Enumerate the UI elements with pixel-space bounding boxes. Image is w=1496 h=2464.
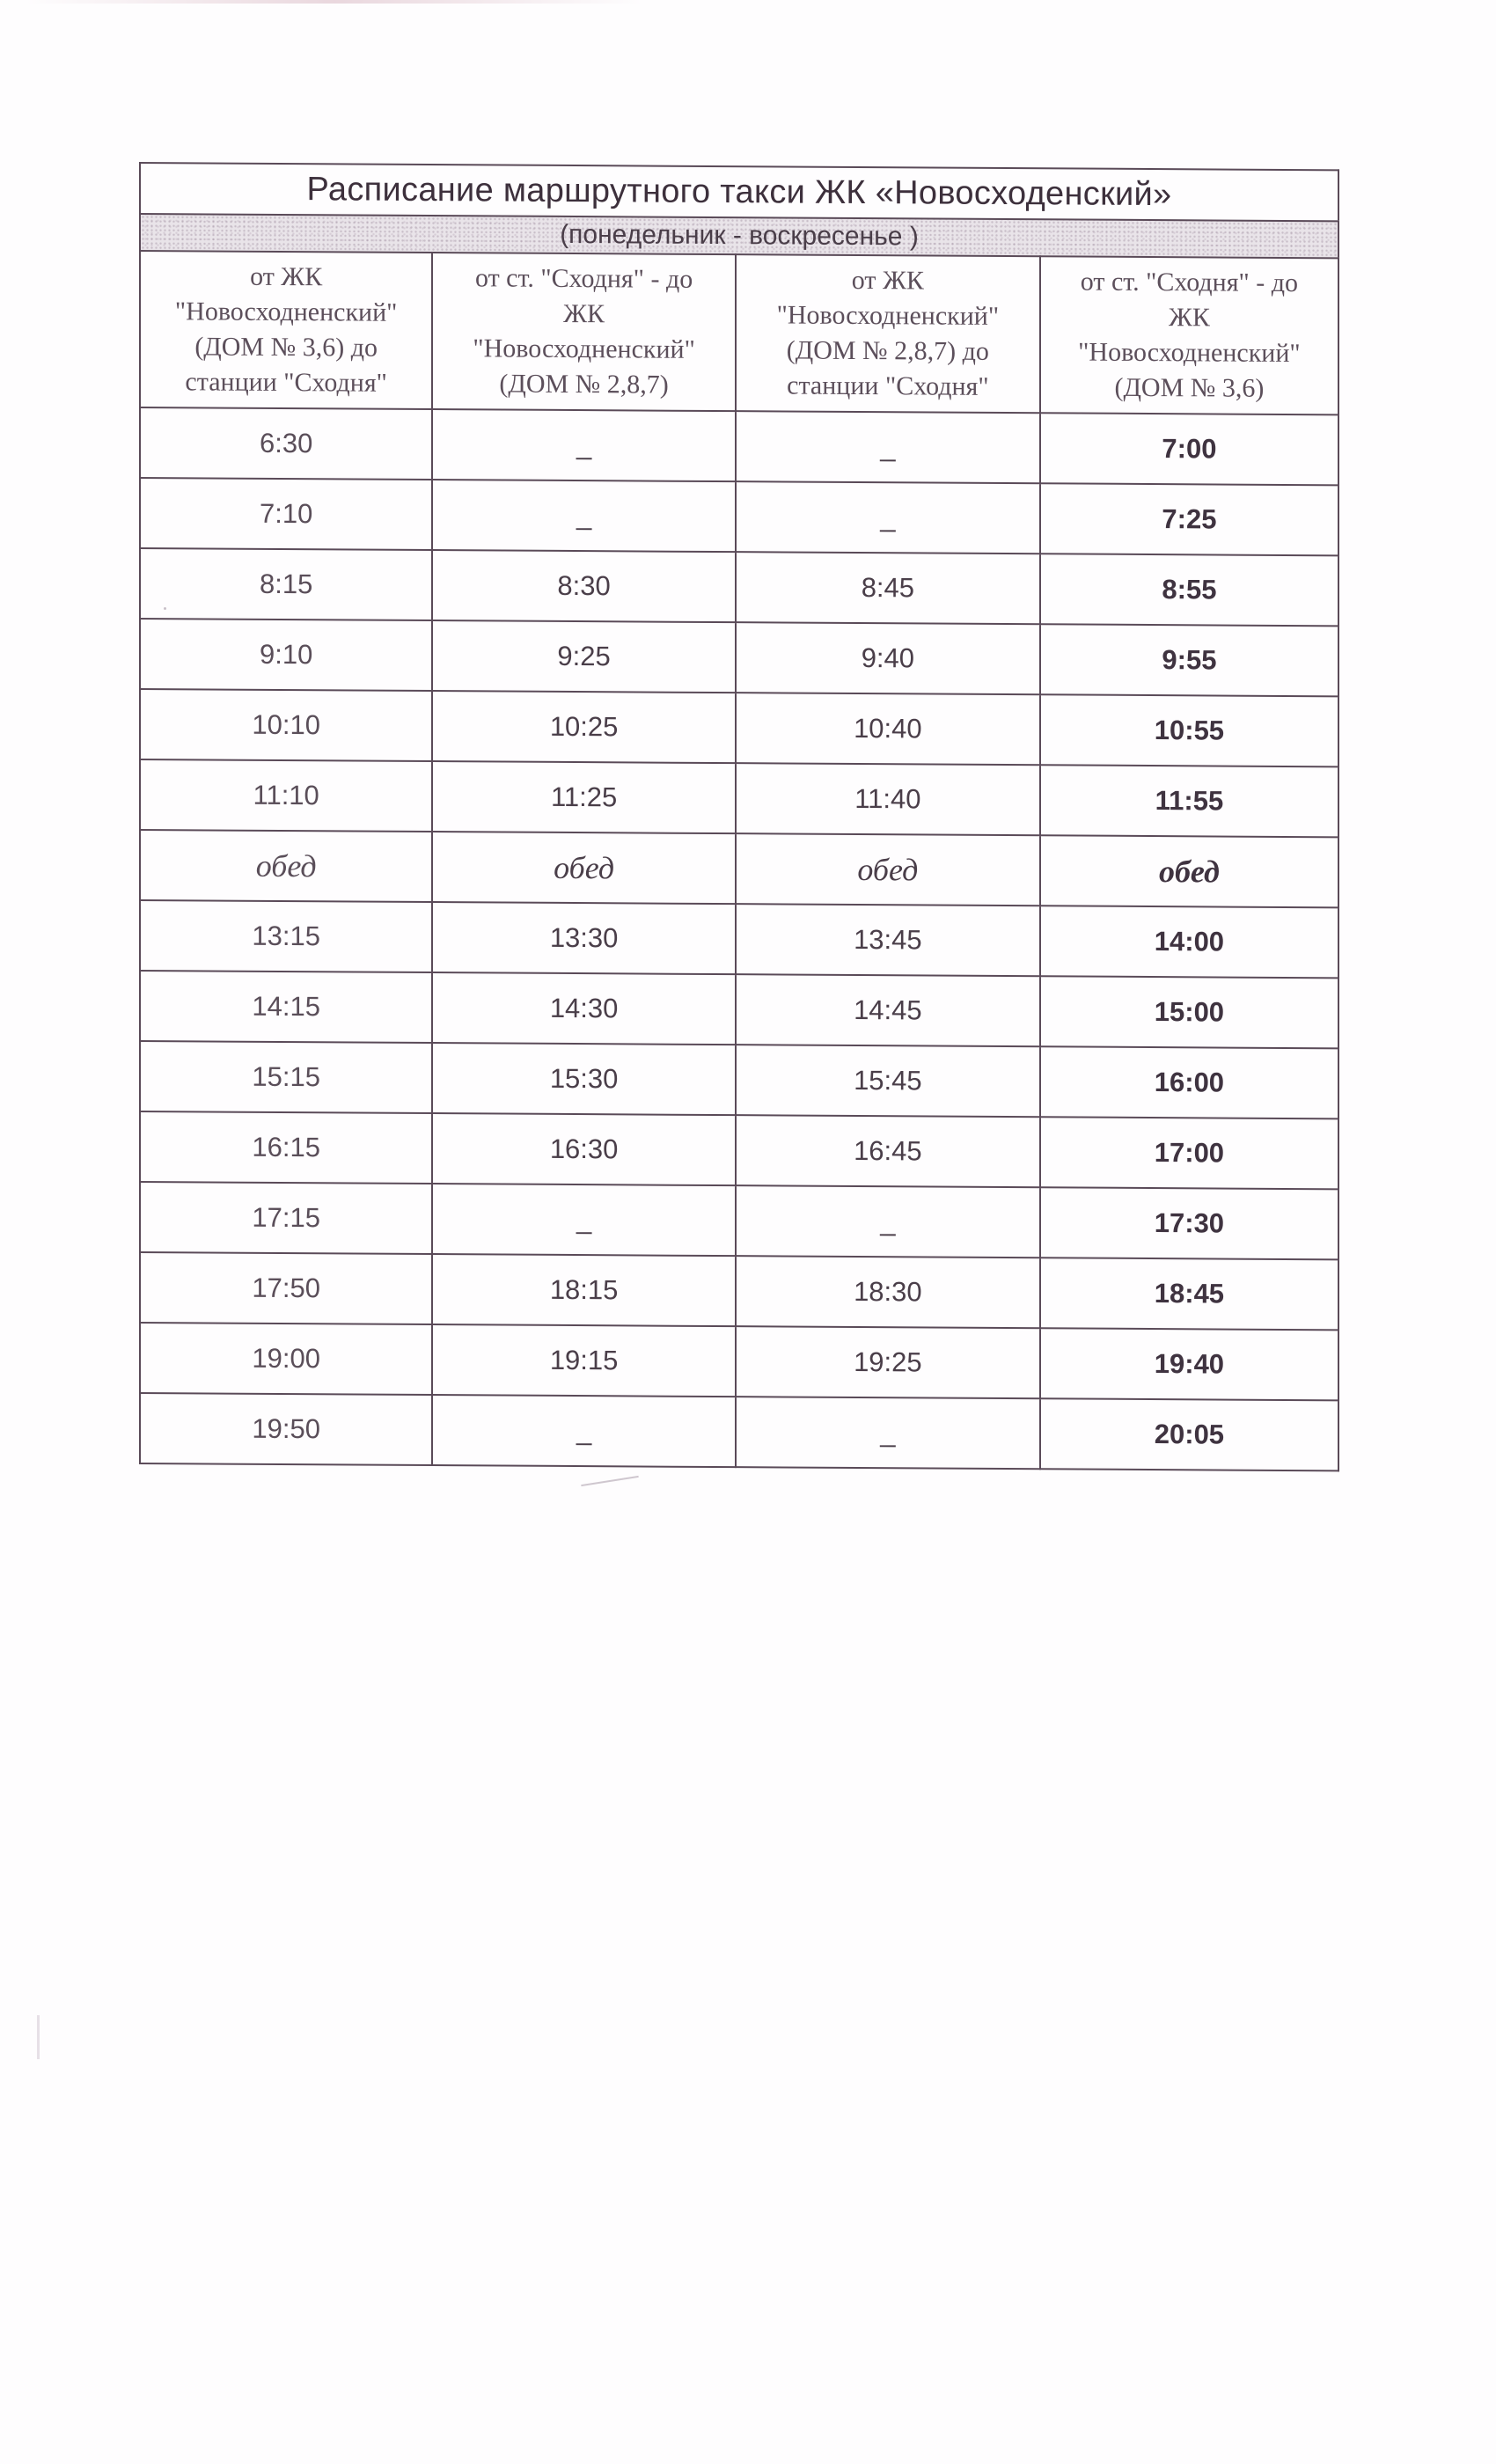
table-cell: 19:40 — [1040, 1328, 1338, 1400]
table-cell: _ — [736, 1185, 1040, 1258]
table-row — [140, 548, 1338, 626]
table-cell: 9:25 — [432, 620, 736, 693]
table-cell: 8:30 — [432, 550, 736, 622]
table-cell: обед — [736, 833, 1040, 906]
table-cell: 17:30 — [1040, 1187, 1338, 1259]
column-header: от ст. "Сходня" - до ЖК "Новосходненский" (ДОМ № 3,6) — [1040, 256, 1338, 414]
schedule-subtitle: (понедельник - воскресенье ) — [139, 213, 1339, 257]
table-cell: 18:30 — [736, 1256, 1040, 1328]
table-cell: 15:30 — [432, 1043, 736, 1115]
table-row — [140, 1041, 1338, 1118]
table-cell: 10:40 — [736, 693, 1040, 765]
table-cell: 13:15 — [140, 900, 432, 972]
table-cell: 13:30 — [432, 902, 736, 974]
table-cell: обед — [432, 832, 736, 904]
table-row — [140, 1393, 1338, 1470]
table-cell: 16:45 — [736, 1115, 1040, 1187]
table-cell: 9:55 — [1040, 624, 1338, 696]
table-cell: 18:15 — [432, 1254, 736, 1326]
table-cell: 15:15 — [140, 1041, 432, 1113]
table-cell: 10:55 — [1040, 694, 1338, 766]
table-row — [140, 619, 1338, 696]
table-cell: 19:50 — [140, 1393, 432, 1465]
table-row — [140, 407, 1338, 485]
table-cell: 19:25 — [736, 1326, 1040, 1398]
table-cell: 14:15 — [140, 971, 432, 1043]
table-cell: 19:00 — [140, 1323, 432, 1395]
table-row — [140, 830, 1338, 907]
table-cell: 7:10 — [140, 478, 432, 550]
table-row — [140, 1252, 1338, 1330]
table-cell: 16:15 — [140, 1111, 432, 1184]
table-cell: 17:50 — [140, 1252, 432, 1324]
table-cell: 14:30 — [432, 972, 736, 1045]
table-cell: _ — [736, 1397, 1040, 1469]
table-cell: 8:45 — [736, 552, 1040, 624]
table-cell: 11:40 — [736, 763, 1040, 835]
table-cell: 14:45 — [736, 974, 1040, 1046]
table-cell: 11:10 — [140, 759, 432, 832]
table-cell: 11:55 — [1040, 765, 1338, 837]
table-cell: _ — [432, 480, 736, 552]
table-cell: 10:10 — [140, 689, 432, 761]
table-cell: 15:00 — [1040, 976, 1338, 1048]
table-cell: 15:45 — [736, 1045, 1040, 1117]
table-cell: 19:15 — [432, 1324, 736, 1397]
table-row — [140, 900, 1338, 978]
table-row — [140, 1111, 1338, 1189]
table-row — [140, 1182, 1338, 1259]
table-row — [140, 689, 1338, 766]
schedule-sheet — [139, 162, 1339, 1471]
table-cell: 17:15 — [140, 1182, 432, 1254]
schedule-title: Расписание маршрутного такси ЖК «Новосходенский» — [139, 162, 1339, 220]
table-row — [140, 971, 1338, 1048]
table-cell: обед — [1040, 835, 1338, 907]
table-cell: 7:25 — [1040, 483, 1338, 555]
table-cell: 9:10 — [140, 619, 432, 691]
table-cell: 8:55 — [1040, 554, 1338, 626]
table-cell: 10:25 — [432, 691, 736, 763]
table-cell: _ — [736, 481, 1040, 554]
table-cell: 14:00 — [1040, 906, 1338, 978]
table-row — [140, 1323, 1338, 1400]
table-cell: 11:25 — [432, 761, 736, 833]
scan-speck — [164, 607, 166, 610]
table-cell: _ — [432, 1395, 736, 1467]
table-cell: 16:30 — [432, 1113, 736, 1185]
table-cell: _ — [432, 1184, 736, 1256]
schedule-body — [140, 407, 1338, 1470]
table-cell: 17:00 — [1040, 1117, 1338, 1189]
table-row — [140, 478, 1338, 555]
table-cell: 6:30 — [140, 407, 432, 480]
table-cell: 13:45 — [736, 904, 1040, 976]
scan-scratch — [581, 1476, 639, 1486]
table-row — [140, 759, 1338, 837]
scan-edge-smudge — [26, 0, 642, 4]
table-cell: 16:00 — [1040, 1046, 1338, 1118]
table-cell: _ — [432, 409, 736, 481]
column-header: от ЖК "Новосходненский" (ДОМ № 2,8,7) до станции "Сходня" — [736, 254, 1040, 413]
table-cell: 9:40 — [736, 622, 1040, 694]
header-row — [140, 251, 1338, 414]
column-header: от ст. "Сходня" - до ЖК "Новосходненский" (ДОМ № 2,8,7) — [432, 253, 736, 411]
table-cell: 18:45 — [1040, 1258, 1338, 1330]
table-cell: 8:15 — [140, 548, 432, 620]
schedule-table — [139, 250, 1339, 1471]
table-cell: _ — [736, 411, 1040, 483]
table-cell: 7:00 — [1040, 413, 1338, 485]
scan-edge-mark — [37, 2015, 40, 2059]
table-cell: 20:05 — [1040, 1398, 1338, 1470]
table-cell: обед — [140, 830, 432, 902]
column-header: от ЖК "Новосходненский" (ДОМ № 3,6) до станции "Сходня" — [140, 251, 432, 409]
